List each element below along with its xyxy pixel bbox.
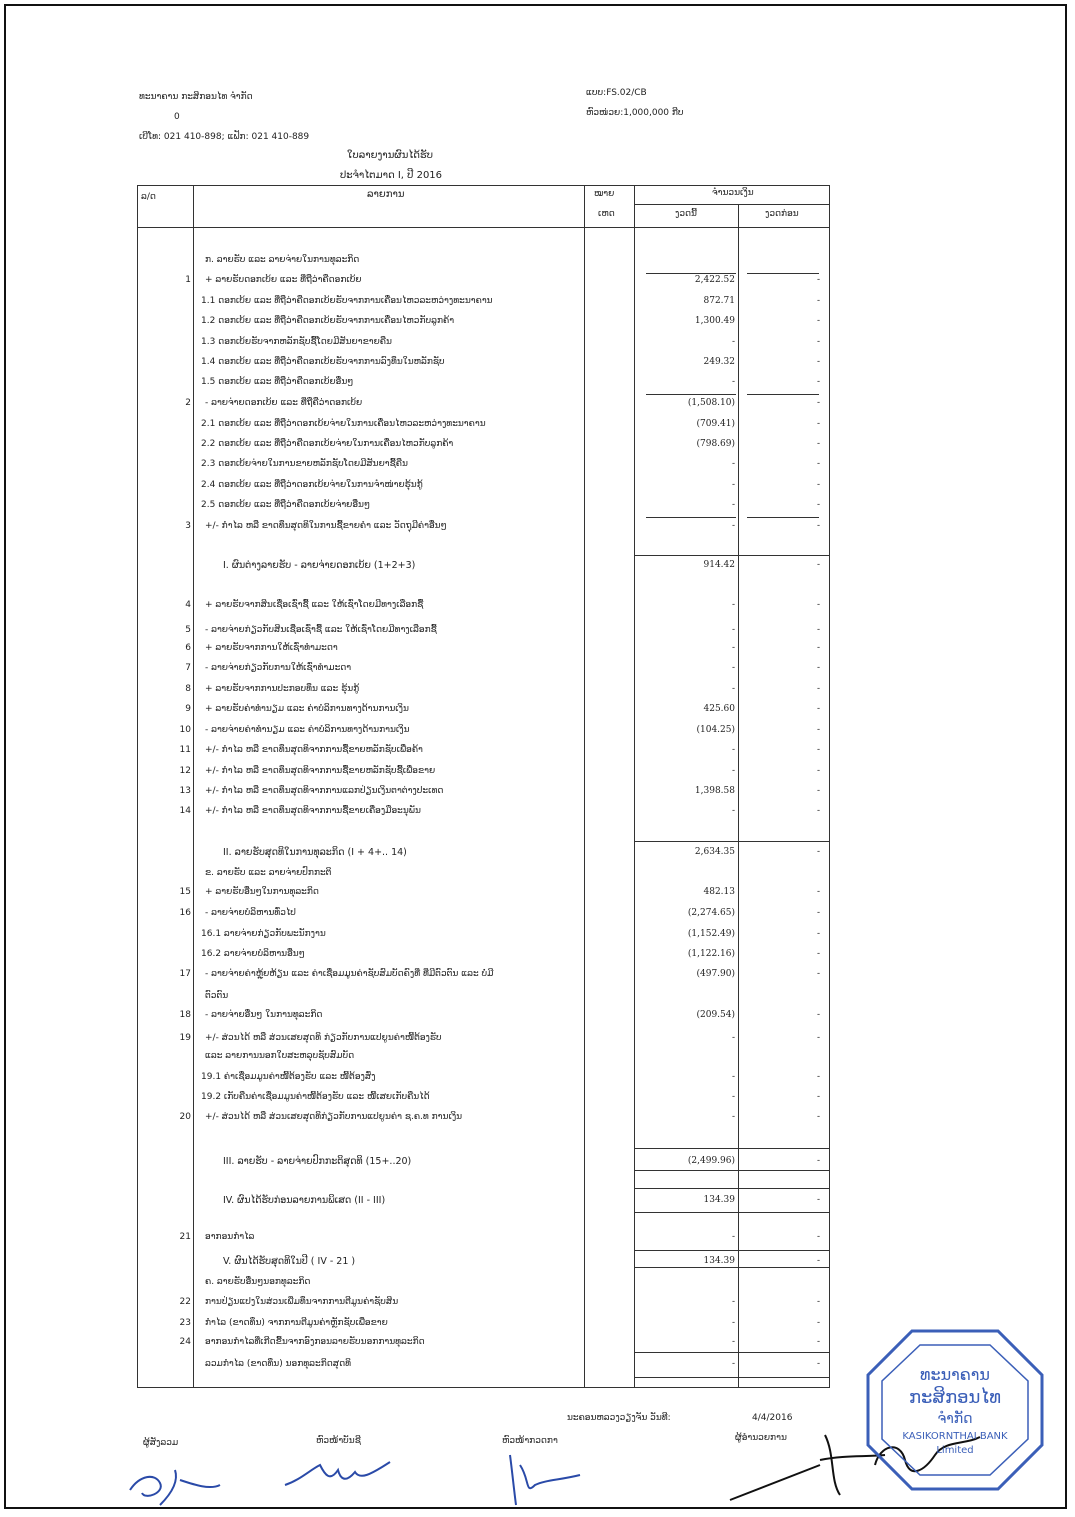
col-note-header-bottom: ເຫດ <box>598 209 615 219</box>
amount-separator <box>634 1148 830 1149</box>
row-number: 15 <box>179 887 191 897</box>
subtotal-underline <box>747 394 819 395</box>
row-label: 1.2 ດອກເບ້ຍ ແລະ ທີ່ຖືວ່າຄືດອກເບ້ຍຮັບຈາກການເຄື່ອນໄຫວກັບລູກຄ້າ <box>201 316 455 326</box>
row-label: 16.1 ລາຍຈ່າຍກ່ຽວກັບພະນັກງານ <box>201 929 326 939</box>
stamp-line4: KASIKORNTHAI BANK <box>902 1431 1008 1442</box>
current-amount: - <box>731 1359 735 1369</box>
previous-amount: - <box>816 704 820 714</box>
previous-amount: - <box>816 1195 820 1205</box>
previous-amount: - <box>816 806 820 816</box>
previous-amount: - <box>816 377 820 387</box>
previous-amount: - <box>816 1033 820 1043</box>
row-label: + ລາຍຮັບຈາກການປະກອບທຶນ ແລະ ຮຸ້ນກູ້ <box>205 684 360 694</box>
row-label: +/- ສ່ວນໄດ້ ຫລື ສ່ວນເສຍສຸດທິ ກ່ຽວກັບການແປຍູນຄ່າໜີ້ຕ້ອງຮັບ <box>205 1033 442 1043</box>
current-amount: - <box>731 1337 735 1347</box>
chief-accountant-label: ຫົວໜ້າບັນຊີ <box>316 1436 361 1446</box>
amount-separator <box>634 1377 830 1378</box>
report-period: ປະຈຳໄຕມາດ I, ປີ 2016 <box>340 170 443 181</box>
row-label: ຄ. ລາຍຮັບອື່ນໆນອກທຸລະກິດ <box>205 1277 311 1287</box>
chief-finance-label: ຫົວໜ້າກວດກາ <box>502 1436 558 1446</box>
current-amount: (798.69) <box>696 439 735 449</box>
row-label: 19.2 ເກັບຄືນຄ່າເຊື່ອມມູນຄ່າໜີ້ຕ້ອງຮັບ ແລະ ໜີ້ເສຍເກັບຄືນໄດ້ <box>201 1092 430 1102</box>
previous-amount: - <box>816 929 820 939</box>
previous-amount: - <box>816 969 820 979</box>
previous-amount: - <box>816 296 820 306</box>
subtotal-underline <box>646 517 736 518</box>
row-label: 2.2 ດອກເບ້ຍ ແລະ ທີ່ຖືວ່າຄືດອກເບ້ຍຈ່າຍໃນການເຄື່ອນໄຫວກັບລູກຄ້າ <box>201 439 454 449</box>
current-amount: (104.25) <box>696 725 735 735</box>
row-label: 1.1 ດອກເບ້ຍ ແລະ ທີ່ຖືວ່າຄືດອກເບ້ຍຮັບຈາກການເຄື່ອນໄຫວລະຫວ່າງທະນາຄານ <box>201 296 493 306</box>
col-item-header: ລາຍການ <box>367 189 405 200</box>
signature-accountant <box>280 1450 400 1495</box>
current-amount: - <box>731 625 735 635</box>
row-number: 2 <box>185 398 191 408</box>
amount-separator <box>634 1170 830 1171</box>
previous-amount: - <box>816 1072 820 1082</box>
current-amount: - <box>731 1297 735 1307</box>
row-label: ການປ່ຽນແປງໃນສ່ວນເພີ່ມທຶນຈາກການຕີມູນຄ່າຊັບສິນ <box>205 1297 399 1307</box>
row-label: +/- ກຳໄລ ຫລື ຂາດທຶນສຸດທິຈາກການຊື້ຂາຍຫລັກຊັບເພື່ອຄ້າ <box>205 745 423 755</box>
previous-amount: - <box>816 480 820 490</box>
phone-fax: ເບີໂທ: 021 410-898; ແຟັກ: 021 410-889 <box>139 132 310 142</box>
row-label: 2.5 ດອກເບ້ຍ ແລະ ທີ່ຖືວ່າຄືດອກເບ້ຍຈ່າຍອື່ນໆ <box>201 500 371 510</box>
row-label: 1.3 ດອກເບ້ຍຮັບຈາກຫລັກຊັບຊື້ໂດຍມີສັນຍາຂາຍຄືນ <box>201 337 392 347</box>
row-label: +/- ສ່ວນໄດ້ ຫລື ສ່ວນເສຍສຸດທິກ່ຽວກັບການແປຍູນຄ່າ ຊ.ຄ.ທ ການເງິນ <box>205 1112 463 1122</box>
row-label: 16.2 ລາຍຈ່າຍບໍລິຫານອື່ນໆ <box>201 949 305 959</box>
previous-amount: - <box>816 600 820 610</box>
previous-amount: - <box>816 1010 820 1020</box>
row-label: 2.1 ດອກເບ້ຍ ແລະ ທີ່ຖືວ່າດອກເບ້ຍຈ່າຍໃນການເຄື່ອນໄຫວລະຫວ່າງທະນາຄານ <box>201 419 486 429</box>
stamp-line2: ກະສິກອນໄທ <box>908 1387 1002 1408</box>
current-amount: 872.71 <box>703 296 735 306</box>
current-amount: (709.41) <box>696 419 735 429</box>
row-number: 19 <box>179 1033 191 1043</box>
previous-amount: - <box>816 316 820 326</box>
row-number: 18 <box>179 1010 191 1020</box>
row-label: - ລາຍຈ່າຍກ່ຽວກັບການໃຫ້ເຊົ່າທຳມະດາ <box>205 663 352 673</box>
report-title: ໃບລາຍງານຜົນໄດ້ຮັບ <box>347 150 434 161</box>
current-amount: 2,422.52 <box>694 275 735 285</box>
row-label: + ລາຍຮັບຈາກການໃຫ້ເຊົ່າທຳມະດາ <box>205 643 338 653</box>
row-label: + ລາຍຮັບຈາກສິນເຊື່ອເຊົ່າຊື້ ແລະ ໃຫ້ເຊົ່າໂດຍມີທາງເລືອກຊື້ <box>205 600 424 610</box>
row-number: 4 <box>185 600 191 610</box>
previous-amount: - <box>816 949 820 959</box>
previous-amount: - <box>816 847 820 857</box>
previous-amount: - <box>816 275 820 285</box>
row-number: 13 <box>179 786 191 796</box>
col-current-header: ງວດນີ້ <box>675 209 697 219</box>
row-label: - ລາຍຈ່າຍຄ່າຫຼຸ້ຍຫ້ຽນ ແລະ ຄ່າເຊື່ອມມູນຄ່າຊັບສົມບັດຄົງທີ່ ທີ່ມີຕົວຕົນ ແລະ ບໍ່ມີ <box>205 969 494 979</box>
row-label: 2.4 ດອກເບ້ຍ ແລະ ທີ່ຖືວ່າດອກເບ້ຍຈ່າຍໃນການຈຳໜ່າຍຮຸ້ນກູ້ <box>201 480 423 490</box>
current-amount: - <box>731 1318 735 1328</box>
current-amount: - <box>731 1232 735 1242</box>
previous-amount: - <box>816 887 820 897</box>
current-amount: 482.13 <box>703 887 735 897</box>
previous-amount: - <box>816 337 820 347</box>
current-amount: 2,634.35 <box>694 847 735 857</box>
previous-amount: - <box>816 643 820 653</box>
row-label: + ລາຍຮັບຄ່າທຳນຽມ ແລະ ຄ່າບໍລິການທາງດ້ານການເງິນ <box>205 704 409 714</box>
current-amount: - <box>731 806 735 816</box>
current-amount: - <box>731 377 735 387</box>
unit-label: ຫົວໜ່ວຍ:1,000,000 ກີບ <box>586 108 684 118</box>
row-label: 1.5 ດອກເບ້ຍ ແລະ ທີ່ຖືວ່າຄືດອກເບ້ຍອື່ນໆ <box>201 377 354 387</box>
current-amount: 134.39 <box>703 1256 735 1266</box>
current-amount: - <box>731 1092 735 1102</box>
row-label: ແລະ ລາຍການນອກໃບສະຫລຸບຊັບສົມບັດ <box>205 1051 355 1061</box>
stamp-line1: ທະນາຄານ <box>920 1365 990 1384</box>
row-label: +/- ກຳໄລ ຫລື ຂາດທຶນສຸດທິຈາກການຊື້ຂາຍຫລັກຊັບຊື້ເພື່ອຂາຍ <box>205 766 436 776</box>
amount-separator <box>634 1352 830 1353</box>
row-label: ອາກອນກຳໄລທີ່ເກີດຂື້ນຈາກອົງກອນລາຍຮັບນອກການທຸລະກິດ <box>205 1337 425 1347</box>
current-amount: - <box>731 643 735 653</box>
row-number: 5 <box>185 625 191 635</box>
row-number: 10 <box>179 725 191 735</box>
current-amount: (1,152.49) <box>687 929 735 939</box>
current-amount: 1,300.49 <box>694 316 735 326</box>
col-previous-header: ງວດກ່ອນ <box>765 209 799 219</box>
stamp-line5: Limited <box>936 1445 974 1456</box>
current-amount: - <box>731 766 735 776</box>
row-number: 6 <box>185 643 191 653</box>
amount-separator <box>634 841 830 842</box>
previous-amount: - <box>816 1318 820 1328</box>
previous-amount: - <box>816 745 820 755</box>
amount-separator <box>634 555 830 556</box>
subtotal-underline <box>646 394 736 395</box>
row-label: II. ລາຍຮັບສຸດທິໃນການທຸລະກິດ (I + 4+.. 14) <box>223 847 407 858</box>
current-amount: (209.54) <box>696 1010 735 1020</box>
amount-separator <box>634 1267 830 1268</box>
company-stamp <box>862 1325 1048 1495</box>
row-label: +/- ກຳໄລ ຫລື ຂາດທຶນສຸດທິຈາກການແລກປ່ຽນເງິນຕາຕ່າງປະເທດ <box>205 786 444 796</box>
row-label: 19.1 ຄ່າເຊື່ອມມູນຄ່າໜີ້ຕ້ອງຮັບ ແລະ ໜີ້ຕ້ອງສົ່ງ <box>201 1072 376 1082</box>
current-amount: - <box>731 1112 735 1122</box>
row-label: IV. ຜົນໄດ້ຮັບກ່ອນລາຍການພິເສດ (II - III) <box>223 1195 386 1206</box>
col-line <box>738 204 739 1388</box>
prepared-by-label: ຜູ້ສັງລວມ <box>143 1438 179 1448</box>
row-number: 1 <box>185 275 191 285</box>
row-label: ກ. ລາຍຮັບ ແລະ ລາຍຈ່າຍໃນການທຸລະກິດ <box>205 255 360 265</box>
row-number: 14 <box>179 806 191 816</box>
current-amount: 425.60 <box>703 704 735 714</box>
row-number: 7 <box>185 663 191 673</box>
current-amount: 134.39 <box>703 1195 735 1205</box>
row-label: - ລາຍຈ່າຍດອກເບ້ຍ ແລະ ທີ່ຖືຄືວ່າດອກເບ້ຍ <box>205 398 363 408</box>
current-amount: (2,274.65) <box>687 908 735 918</box>
row-label: I. ຜົນຕ່າງລາຍຮັບ - ລາຍຈ່າຍດອກເບ້ຍ (1+2+3) <box>223 560 416 571</box>
row-label: 2.3 ດອກເບ້ຍຈ່າຍໃນການຂາຍຫລັກຊັບໂດຍມີສັນຍາຊື້ຄືນ <box>201 459 408 469</box>
previous-amount: - <box>816 908 820 918</box>
previous-amount: - <box>816 1092 820 1102</box>
subtotal-underline <box>747 273 819 274</box>
row-label: ຕົວຕົນ <box>205 991 229 1001</box>
previous-amount: - <box>816 625 820 635</box>
previous-amount: - <box>816 1337 820 1347</box>
row-label: - ລາຍຈ່າຍກ່ຽວກັບສິນເຊື່ອເຊົ່າຊື້ ແລະ ໃຫ້ເຊົ່າໂດຍມີທາງເລືອກຊື້ <box>205 625 437 635</box>
current-amount: - <box>731 600 735 610</box>
row-label: + ລາຍຮັບດອກເບ້ຍ ແລະ ທີ່ຖືວ່າຄືດອກເບ້ຍ <box>205 275 362 285</box>
previous-amount: - <box>816 560 820 570</box>
current-amount: - <box>731 480 735 490</box>
col-note-header-top: ໝາຍ <box>594 189 615 199</box>
row-number: 20 <box>179 1112 191 1122</box>
previous-amount: - <box>816 521 820 531</box>
previous-amount: - <box>816 1297 820 1307</box>
previous-amount: - <box>816 786 820 796</box>
amount-separator <box>634 1250 830 1251</box>
signature-preparer <box>120 1455 230 1510</box>
row-number: 9 <box>185 704 191 714</box>
previous-amount: - <box>816 725 820 735</box>
col-line <box>193 185 194 1388</box>
current-amount: - <box>731 500 735 510</box>
current-amount: - <box>731 663 735 673</box>
row-number: 22 <box>179 1297 191 1307</box>
previous-amount: - <box>816 419 820 429</box>
current-amount: (2,499.96) <box>687 1156 735 1166</box>
row-number: 17 <box>179 969 191 979</box>
previous-amount: - <box>816 357 820 367</box>
current-amount: - <box>731 337 735 347</box>
row-number: 24 <box>179 1337 191 1347</box>
current-amount: - <box>731 521 735 531</box>
row-label: ກຳໄລ (ຂາດທຶນ) ຈາກການຕີມູນຄ່າຫຼັກຊັບເພື່ອຂາຍ <box>205 1318 388 1328</box>
col-no-header: ລ/ດ <box>141 192 156 202</box>
current-amount: - <box>731 745 735 755</box>
row-number: 3 <box>185 521 191 531</box>
current-amount: 1,398.58 <box>694 786 735 796</box>
previous-amount: - <box>816 1359 820 1369</box>
current-amount: (497.90) <box>696 969 735 979</box>
row-label: - ລາຍຈ່າຍອື່ນໆ ໃນການທຸລະກິດ <box>205 1010 323 1020</box>
current-amount: (1,122.16) <box>687 949 735 959</box>
place-date-label: ນະຄອນຫລວງວຽງຈັນ ວັນທີ: <box>567 1413 671 1423</box>
row-label: ລວມກຳໄລ (ຂາດທຶນ) ນອກທຸລະກິດສຸດທິ <box>205 1359 351 1369</box>
subtotal-underline <box>646 273 736 274</box>
director-label: ຜູ້ອຳນວຍການ <box>735 1433 787 1443</box>
current-amount: 914.42 <box>703 560 735 570</box>
previous-amount: - <box>816 684 820 694</box>
header-zero: 0 <box>174 112 180 122</box>
signature-finance <box>500 1450 590 1510</box>
previous-amount: - <box>816 766 820 776</box>
row-label: - ລາຍຈ່າຍບໍລິຫານທົ່ວໄປ <box>205 908 296 918</box>
row-label: - ລາຍຈ່າຍຄ່າທຳນຽມ ແລະ ຄ່າບໍລິການທາງດ້ານການເງິນ <box>205 725 410 735</box>
row-label: V. ຜົນໄດ້ຮັບສຸດທິໃນປີ ( IV - 21 ) <box>223 1256 356 1267</box>
current-amount: (1,508.10) <box>687 398 735 408</box>
form-code: ແບບ:FS.02/CB <box>586 88 647 98</box>
row-number: 8 <box>185 684 191 694</box>
stamp-line3: ຈຳກັດ <box>937 1411 973 1427</box>
subtotal-underline <box>747 517 819 518</box>
row-number: 16 <box>179 908 191 918</box>
col-amount-header: ຈຳນວນເງິນ <box>712 188 754 198</box>
col-line <box>634 185 635 1388</box>
report-date: 4/4/2016 <box>752 1413 793 1423</box>
row-number: 21 <box>179 1232 191 1242</box>
amount-separator <box>634 1188 830 1189</box>
current-amount: 249.32 <box>703 357 735 367</box>
row-label: ຂ. ລາຍຮັບ ແລະ ລາຍຈ່າຍປົກກະຕິ <box>205 868 332 878</box>
header-line <box>137 227 830 228</box>
previous-amount: - <box>816 663 820 673</box>
previous-amount: - <box>816 500 820 510</box>
row-number: 11 <box>179 745 191 755</box>
row-label: +/- ກຳໄລ ຫລື ຂາດທຶນສຸດທິໃນການຊື້ຂາຍຄຳ ແລະ ວັດຖຸມີຄ່າອື່ນໆ <box>205 521 447 531</box>
previous-amount: - <box>816 1156 820 1166</box>
col-line <box>584 185 585 1388</box>
row-label: +/- ກຳໄລ ຫລື ຂາດທຶນສຸດທິຈາກການຊື້ຂາຍເຄື່ອງມືອະນຸພັນ <box>205 806 421 816</box>
bank-name: ທະນາຄານ ກະສິກອນໄທ ຈຳກັດ <box>139 92 253 102</box>
previous-amount: - <box>816 1256 820 1266</box>
income-statement-table <box>137 185 830 1388</box>
previous-amount: - <box>816 1232 820 1242</box>
current-amount: - <box>731 459 735 469</box>
row-label: III. ລາຍຮັບ - ລາຍຈ່າຍປົກກະຕິສຸດທິ (15+..20) <box>223 1156 412 1167</box>
current-amount: - <box>731 1072 735 1082</box>
row-number: 12 <box>179 766 191 776</box>
previous-amount: - <box>816 459 820 469</box>
current-amount: - <box>731 1033 735 1043</box>
current-amount: - <box>731 684 735 694</box>
row-label: ອາກອນກຳໄລ <box>205 1232 255 1242</box>
row-number: 23 <box>179 1318 191 1328</box>
previous-amount: - <box>816 398 820 408</box>
row-label: 1.4 ດອກເບ້ຍ ແລະ ທີ່ຖືວ່າຄືດອກເບ້ຍຮັບຈາກການລົງທຶນໃນຫລັກຊັບ <box>201 357 445 367</box>
previous-amount: - <box>816 1112 820 1122</box>
row-label: + ລາຍຮັບອື່ນໆໃນການທຸລະກິດ <box>205 887 319 897</box>
previous-amount: - <box>816 439 820 449</box>
amount-separator <box>634 1212 830 1213</box>
